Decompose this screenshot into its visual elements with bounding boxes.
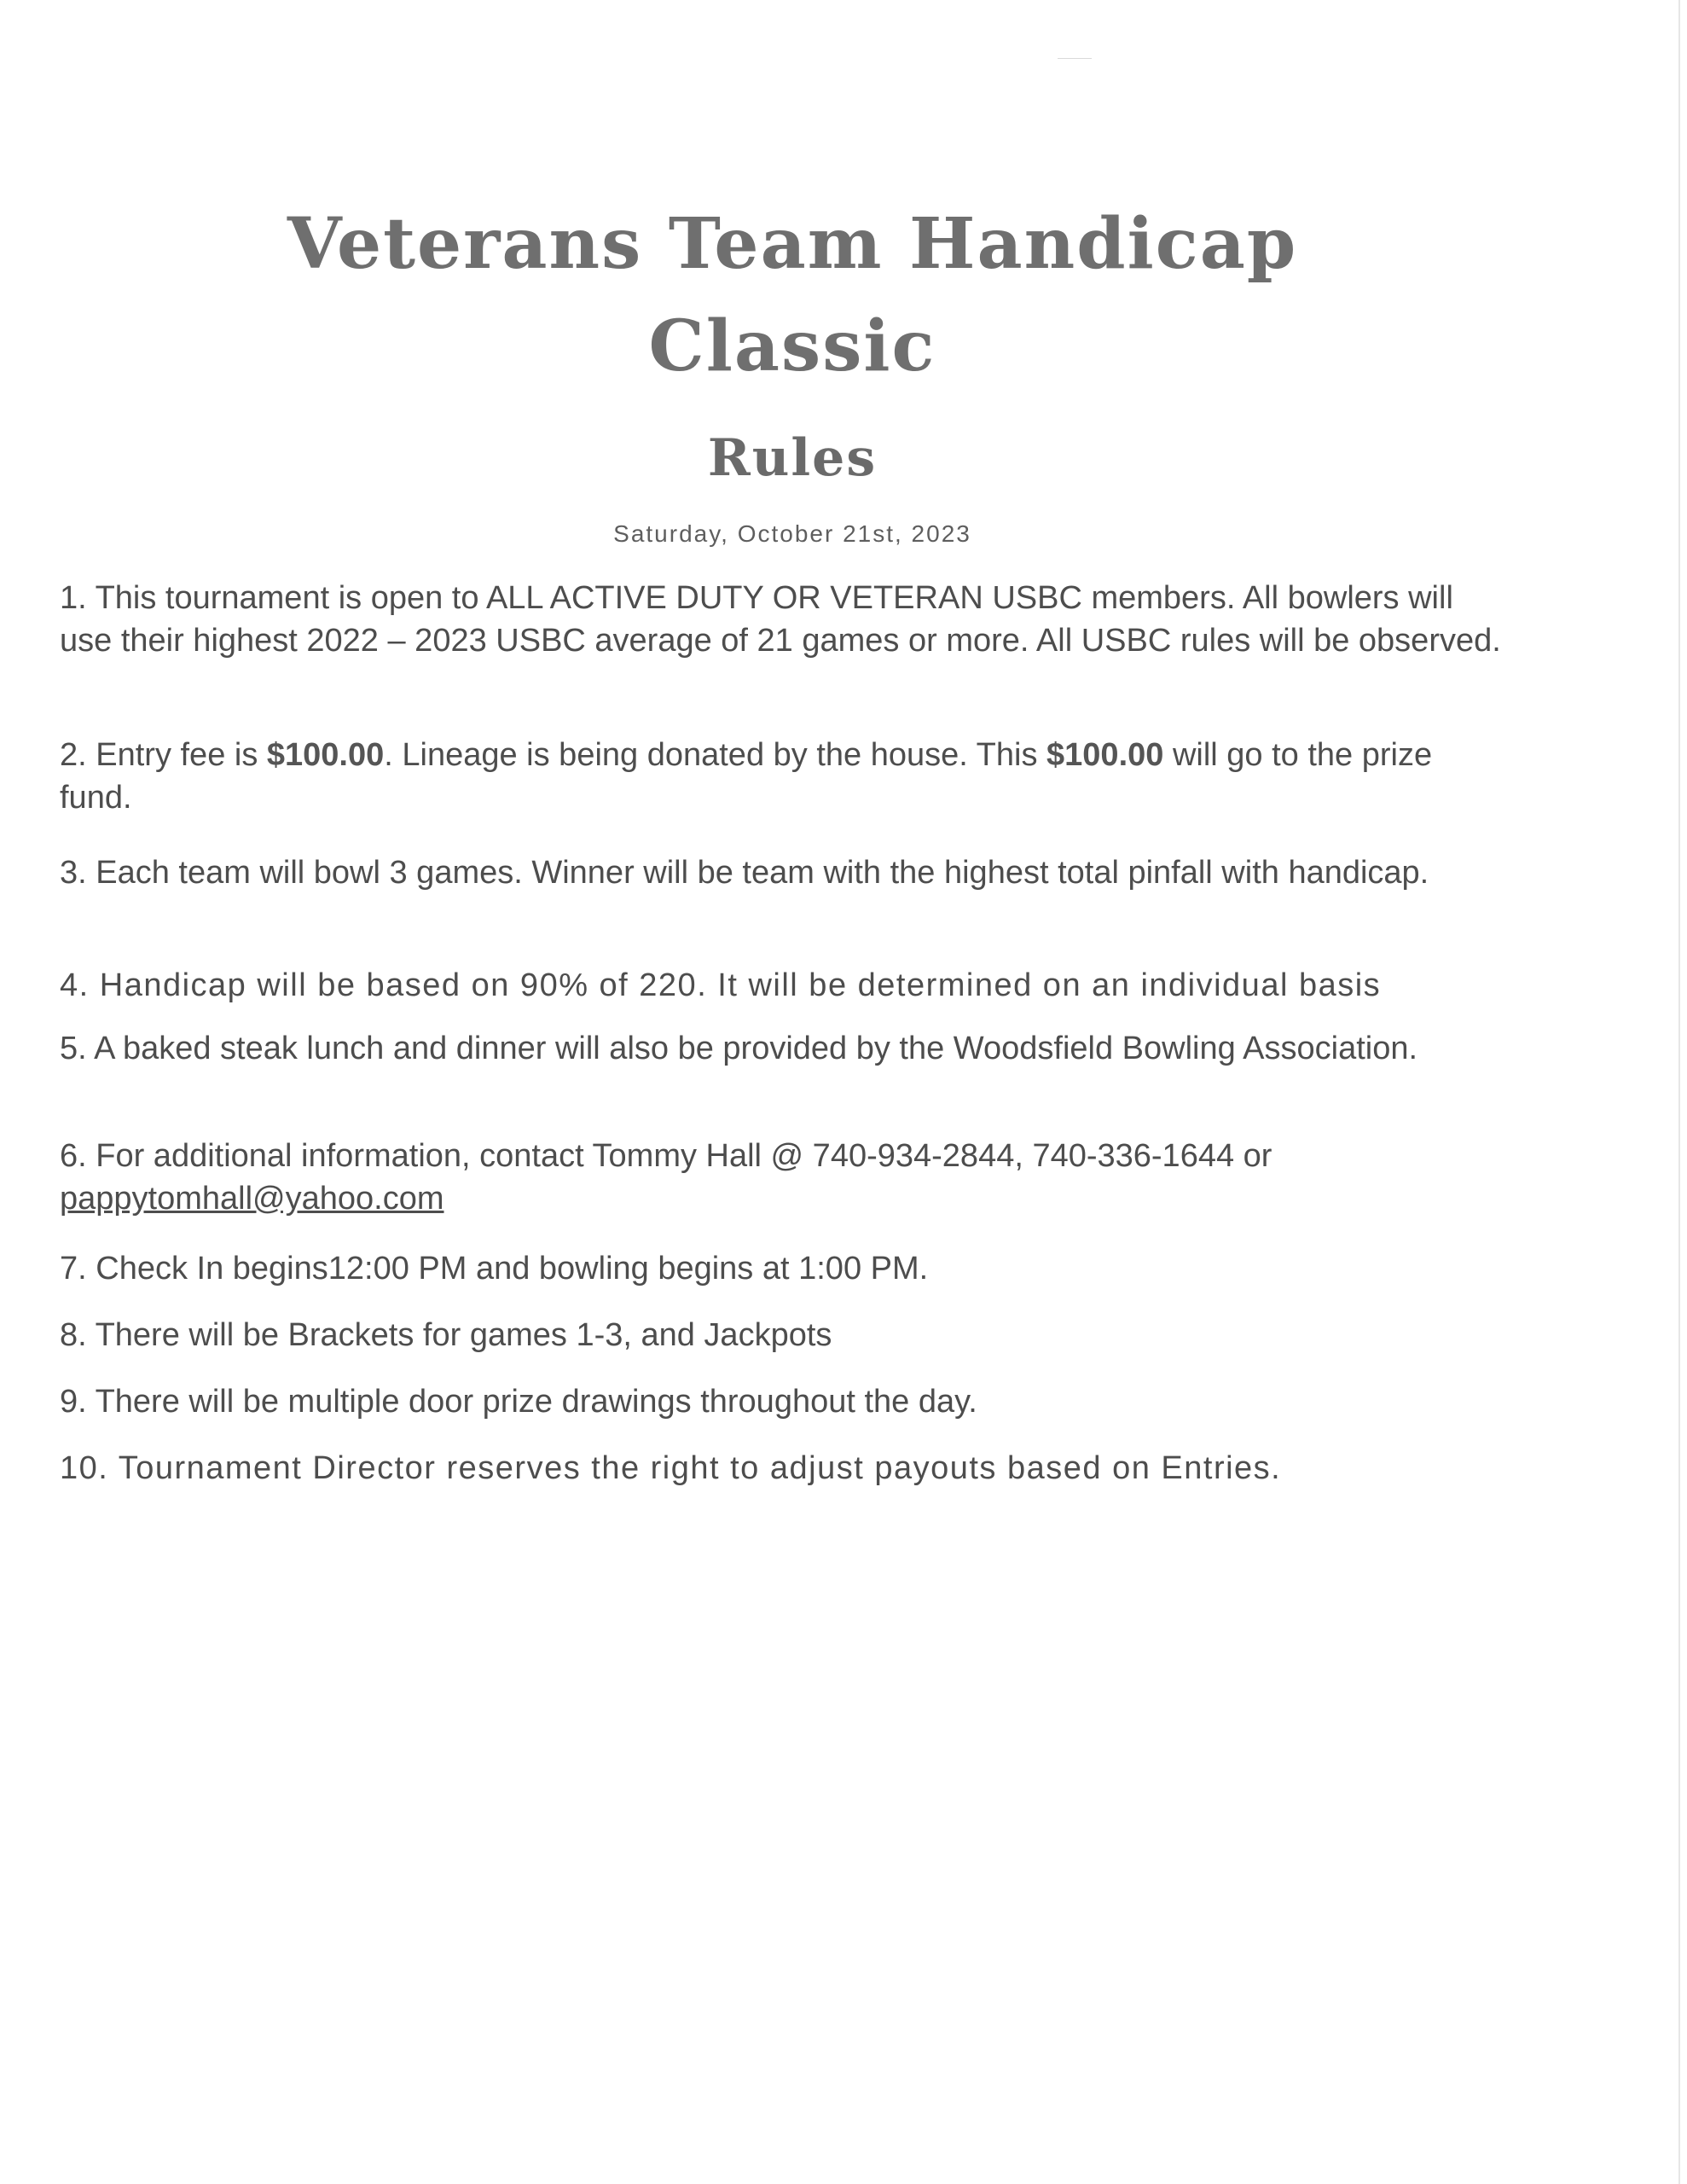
rule-2-text-b: . Lineage is being donated by the house. This	[384, 737, 1047, 773]
rule-2	[60, 734, 1510, 819]
event-date: Saturday, October 21st, 2023	[613, 520, 971, 547]
rule-4: 4. Handicap will be based on 90% of 220. It will be determined on an individual basis	[60, 967, 1382, 1003]
rule-3: 3. Each team will bowl 3 games. Winner will be team with the highest total pinfall with handicap.	[60, 855, 1429, 891]
rule-7: 7. Check In begins12:00 PM and bowling begins at 1:00 PM.	[60, 1251, 929, 1287]
rule-5: 5. A baked steak lunch and dinner will also be provided by the Woodsfield Bowling Association.	[60, 1031, 1418, 1066]
title-line-2: Classic	[648, 305, 936, 387]
subtitle: Rules	[707, 428, 878, 488]
rule-1: 1. This tournament is open to ALL ACTIVE DUTY OR VETERAN USBC members. All bowlers will use their highest 2022 – 2023 USBC average of 21 games or more. All USBC rules will be observed.	[60, 580, 1501, 659]
rule-9: 9. There will be multiple door prize drawings throughout the day.	[60, 1384, 977, 1420]
contact-email-link[interactable]: pappytomhall@yahoo.com	[60, 1181, 444, 1217]
rule-6-text: 6. For additional information, contact Tommy Hall @ 740-934-2844, 740-336-1644 or	[60, 1138, 1272, 1174]
entry-fee: $100.00	[266, 737, 385, 773]
rule-8: 8. There will be Brackets for games 1-3, and Jackpots	[60, 1317, 832, 1353]
rule-2-text-a: 2. Entry fee is	[60, 737, 267, 773]
rule-2-text-c: will go to the prize fund.	[60, 737, 1433, 816]
scan-mark	[1058, 58, 1092, 59]
rule-6	[60, 1135, 1510, 1220]
rule-10: 10. Tournament Director reserves the right to adjust payouts based on Entries.	[60, 1450, 1282, 1486]
title-line-1: Veterans Team Handicap	[287, 203, 1298, 285]
page-edge	[1678, 0, 1680, 2184]
entry-fee-2: $100.00	[1046, 737, 1164, 773]
